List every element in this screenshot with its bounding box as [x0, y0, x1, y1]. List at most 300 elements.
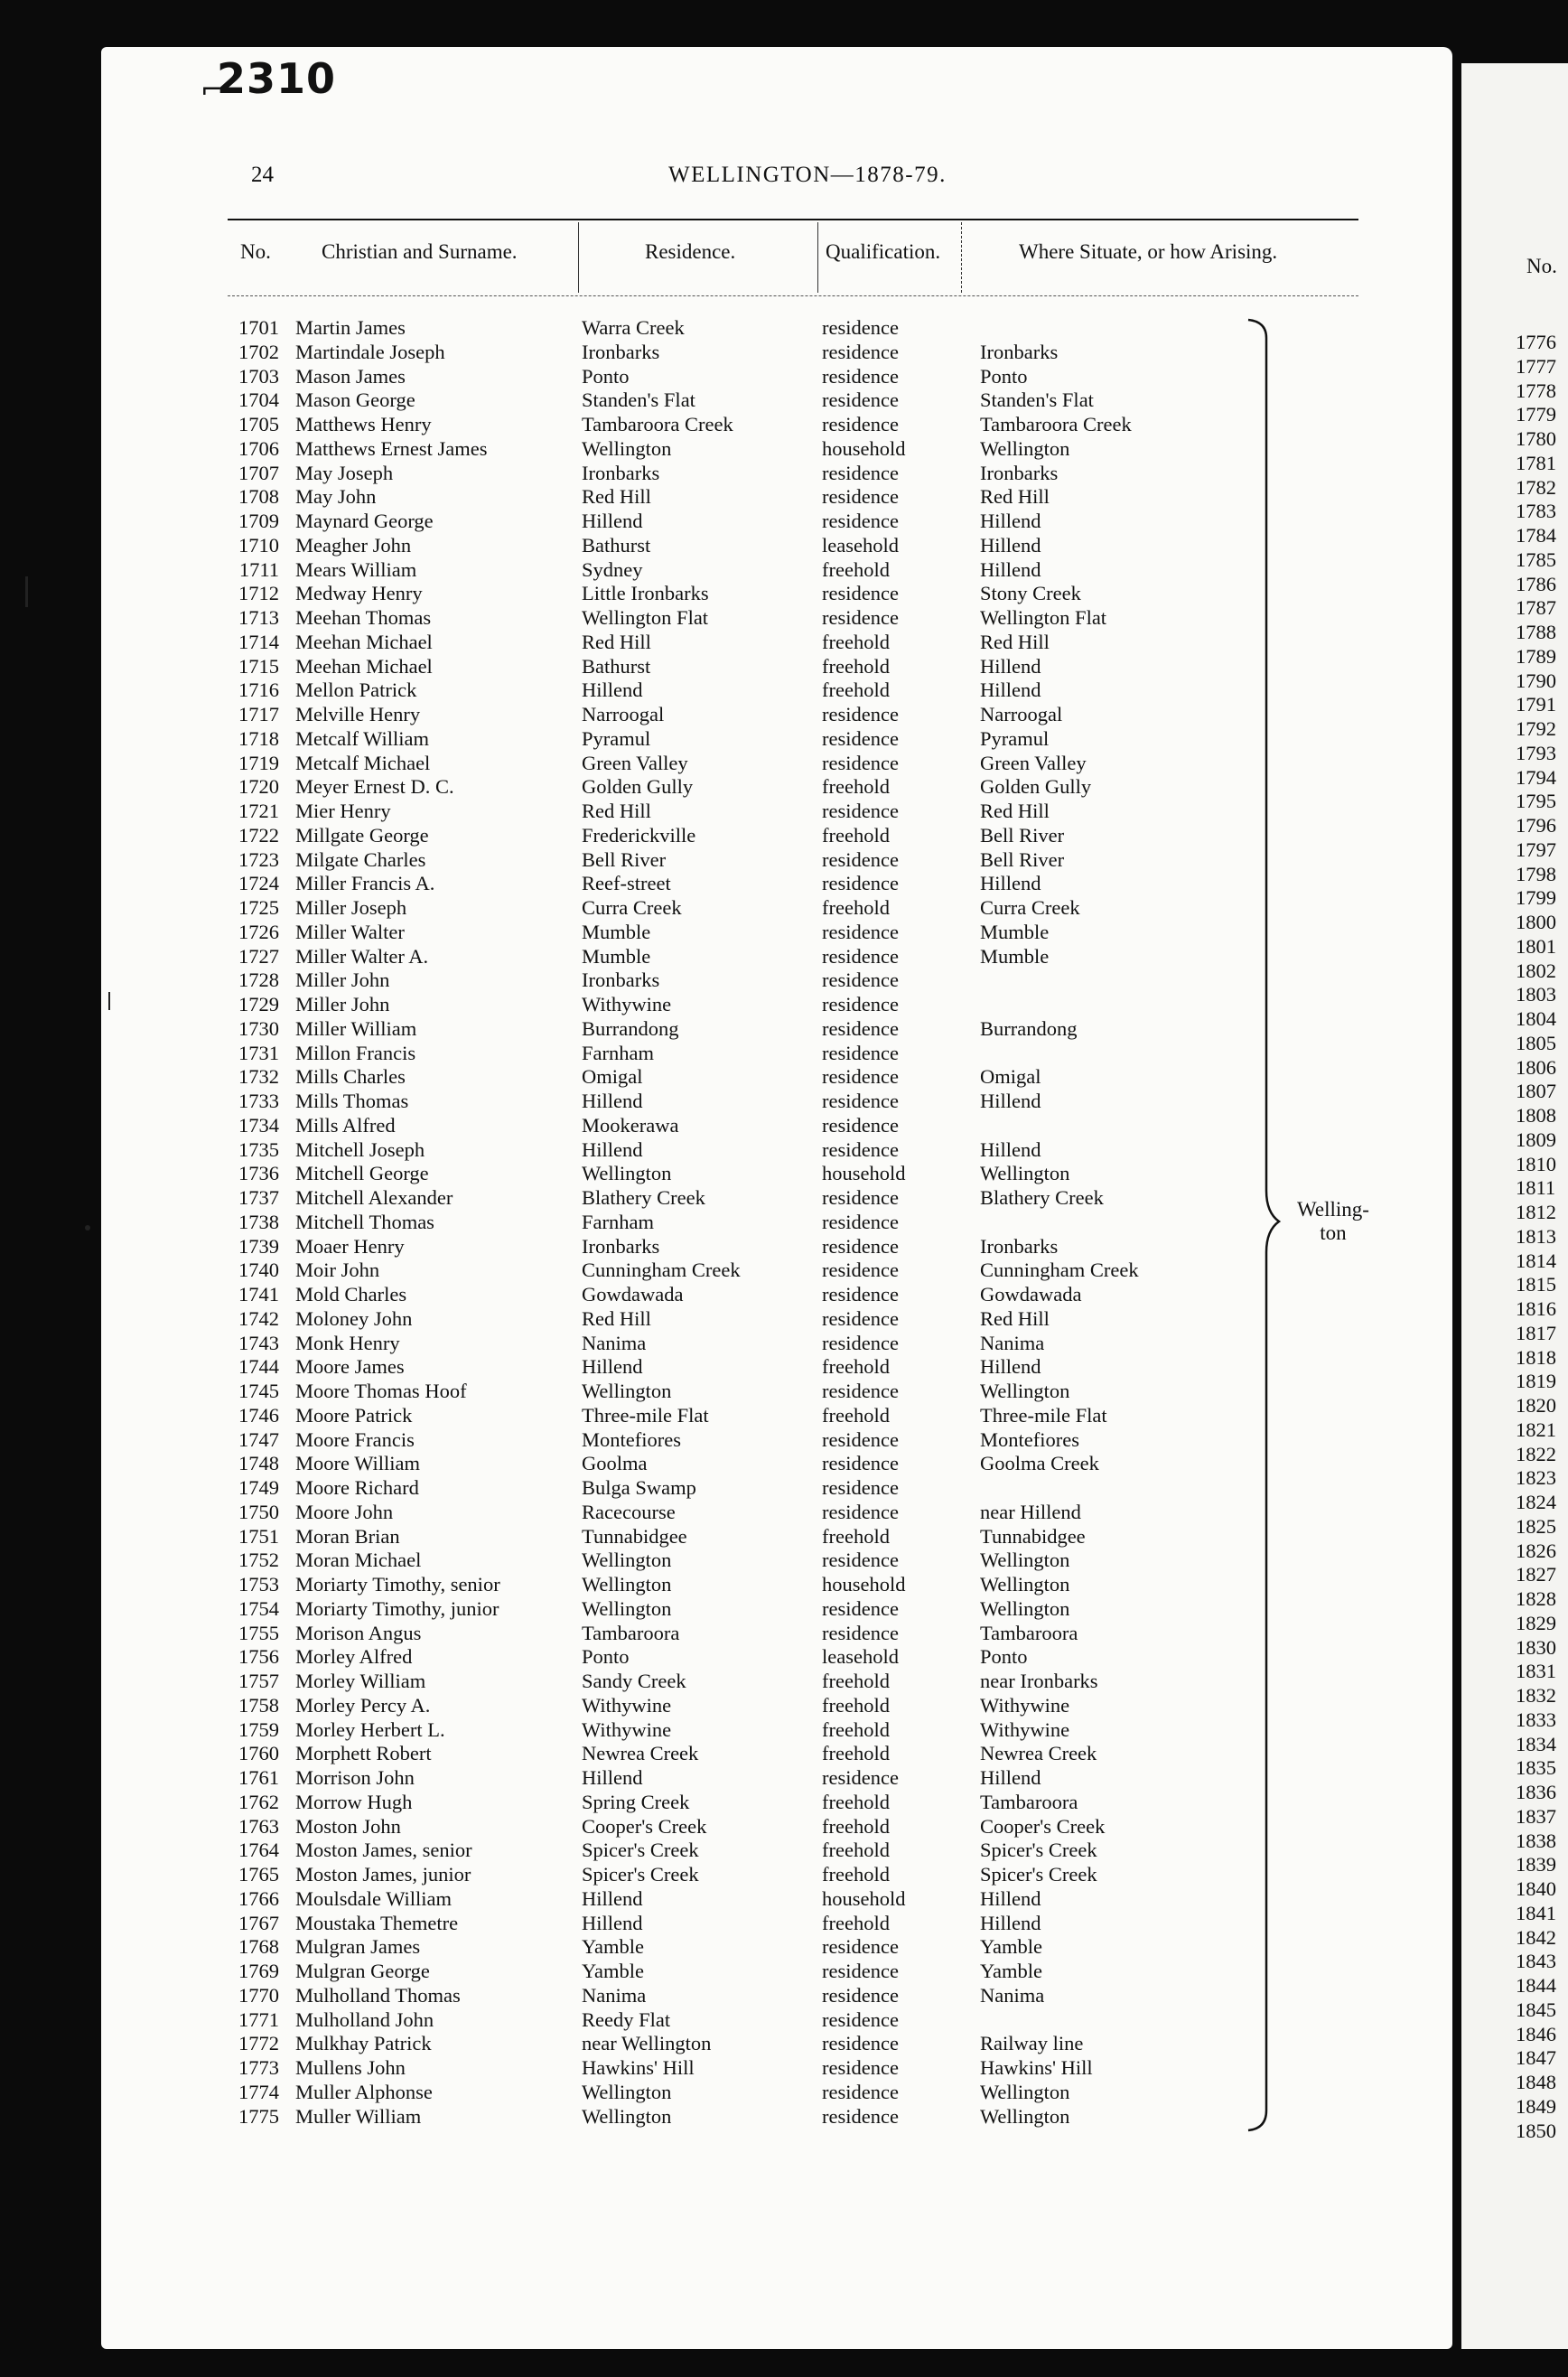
column-divider — [578, 222, 579, 293]
table-row — [0, 1960, 1337, 1984]
entry-residence: Spicer's Creek — [582, 1863, 699, 1886]
entry-where-situate: Hawkins' Hill — [980, 2056, 1093, 2079]
entry-qualification: residence — [822, 726, 899, 750]
entry-qualification: freehold — [822, 1911, 890, 1934]
district-brace — [1246, 318, 1283, 2132]
table-row — [0, 1549, 1337, 1573]
entry-name: Mills Charles — [295, 1065, 406, 1089]
entry-name: Miller John — [295, 969, 390, 992]
entry-residence: Hillend — [582, 1137, 643, 1161]
entry-residence: Ponto — [582, 1645, 630, 1669]
entry-qualification: leasehold — [822, 533, 899, 557]
entry-residence: Tambaroora — [582, 1621, 680, 1644]
entry-where-situate: Withywine — [980, 1693, 1070, 1717]
entry-number: 1765 — [238, 1863, 279, 1886]
next-page-entry-number: 1844 — [1516, 1974, 1556, 1997]
table-row — [0, 1476, 1337, 1501]
next-page-entry-number: 1816 — [1516, 1297, 1556, 1320]
next-page-entry-number: 1834 — [1516, 1732, 1556, 1755]
entry-name: Morley Alfred — [295, 1645, 413, 1669]
entry-qualification: residence — [822, 847, 899, 871]
entry-number: 1740 — [238, 1259, 279, 1282]
entry-name: Meehan Michael — [295, 630, 433, 653]
entry-residence: Mumble — [582, 944, 651, 968]
entry-where-situate: Cunningham Creek — [980, 1259, 1139, 1282]
entry-qualification: freehold — [822, 630, 890, 653]
entry-name: Moran Brian — [295, 1524, 400, 1548]
next-page-entry-number: 1785 — [1516, 547, 1556, 571]
entry-residence: Cooper's Creek — [582, 1814, 707, 1838]
entry-residence: Nanima — [582, 1983, 647, 2007]
entry-where-situate: Red Hill — [980, 485, 1050, 509]
table-row — [0, 1573, 1337, 1597]
entry-number: 1774 — [238, 2080, 279, 2103]
entry-number: 1751 — [238, 1524, 279, 1548]
entry-qualification: freehold — [822, 557, 890, 581]
entry-name: Martin James — [295, 316, 406, 339]
electoral-roll-table — [0, 316, 1337, 2129]
entry-number: 1736 — [238, 1162, 279, 1185]
entry-qualification: household — [822, 1886, 906, 1910]
next-page-entry-number: 1833 — [1516, 1708, 1556, 1731]
entry-where-situate: Spicer's Creek — [980, 1863, 1097, 1886]
entry-residence: Golden Gully — [582, 775, 694, 799]
table-row — [0, 1742, 1337, 1766]
entry-residence: Spicer's Creek — [582, 1839, 699, 1862]
entry-name: Mitchell Alexander — [295, 1186, 453, 1209]
entry-qualification: residence — [822, 944, 899, 968]
entry-where-situate: Three-mile Flat — [980, 1403, 1107, 1427]
entry-residence: Ironbarks — [582, 969, 660, 992]
next-page-entry-number: 1790 — [1516, 669, 1556, 692]
table-row — [0, 848, 1337, 873]
table-row — [0, 1138, 1337, 1163]
next-page-entry-number: 1825 — [1516, 1514, 1556, 1538]
entry-where-situate: Hillend — [980, 678, 1041, 702]
header-name: Christian and Surname. — [322, 240, 518, 263]
table-row — [0, 775, 1337, 800]
entry-where-situate: Ponto — [980, 1645, 1028, 1669]
entry-qualification: residence — [822, 1137, 899, 1161]
entry-where-situate: Spicer's Creek — [980, 1839, 1097, 1862]
entry-residence: Little Ironbarks — [582, 582, 709, 605]
entry-number: 1717 — [238, 703, 279, 725]
header-rule-bottom — [228, 295, 1358, 296]
next-page-entry-number: 1781 — [1516, 451, 1556, 474]
entry-number: 1767 — [238, 1911, 279, 1934]
table-row — [0, 1065, 1337, 1090]
table-row — [0, 1597, 1337, 1622]
entry-number: 1763 — [238, 1814, 279, 1838]
entry-residence: Wellington — [582, 1549, 672, 1572]
entry-number: 1746 — [238, 1403, 279, 1427]
entry-name: Mulgran George — [295, 1960, 430, 1982]
table-row — [0, 1766, 1337, 1791]
entry-where-situate: Wellington — [980, 1573, 1070, 1596]
entry-qualification: residence — [822, 1452, 899, 1475]
header-residence: Residence. — [645, 240, 736, 263]
entry-where-situate: Mumble — [980, 920, 1050, 943]
next-page-entry-number: 1804 — [1516, 1007, 1556, 1030]
entry-qualification: leasehold — [822, 1645, 899, 1669]
entry-name: Mills Thomas — [295, 1090, 409, 1112]
table-row — [0, 558, 1337, 583]
entry-name: Miller William — [295, 1016, 417, 1040]
entry-residence: Gowdawada — [582, 1283, 684, 1305]
table-row — [0, 365, 1337, 389]
entry-number: 1745 — [238, 1380, 279, 1402]
next-page-entry-number: 1777 — [1516, 354, 1556, 378]
entry-where-situate: Hillend — [980, 533, 1041, 557]
entry-residence: Blathery Creek — [582, 1186, 705, 1209]
entry-where-situate: Wellington — [980, 2080, 1070, 2103]
entry-qualification: residence — [822, 2032, 899, 2055]
entry-where-situate: Nanima — [980, 1331, 1045, 1354]
table-row — [0, 824, 1337, 848]
entry-qualification: residence — [822, 1283, 899, 1305]
entry-number: 1726 — [238, 920, 279, 943]
table-row — [0, 2056, 1337, 2081]
next-page-entry-number: 1820 — [1516, 1394, 1556, 1417]
entry-number: 1722 — [238, 823, 279, 847]
entry-qualification: residence — [822, 582, 899, 605]
entry-number: 1731 — [238, 1041, 279, 1064]
entry-where-situate: Red Hill — [980, 1306, 1050, 1330]
next-page-entry-number: 1779 — [1516, 403, 1556, 426]
next-page-entry-number: 1821 — [1516, 1418, 1556, 1441]
running-title: WELLINGTON—1878-79. — [668, 163, 947, 187]
entry-number: 1703 — [238, 364, 279, 388]
table-row — [0, 1670, 1337, 1694]
entry-qualification: residence — [822, 751, 899, 774]
next-page-entry-number: 1836 — [1516, 1781, 1556, 1803]
table-row — [0, 1017, 1337, 1042]
entry-name: May Joseph — [295, 461, 394, 484]
entry-where-situate: Hillend — [980, 1137, 1041, 1161]
entry-residence: Goolma — [582, 1452, 648, 1475]
next-page-entry-number: 1812 — [1516, 1201, 1556, 1223]
entry-residence: Hillend — [582, 1766, 643, 1789]
entry-residence: near Wellington — [582, 2032, 712, 2055]
entry-residence: Red Hill — [582, 485, 651, 509]
entry-name: May John — [295, 485, 377, 509]
entry-name: Mulgran James — [295, 1935, 421, 1959]
entry-where-situate: Bell River — [980, 847, 1065, 871]
entry-number: 1738 — [238, 1210, 279, 1233]
entry-name: Mullens John — [295, 2056, 406, 2079]
table-row — [0, 1984, 1337, 2008]
table-row — [0, 678, 1337, 703]
entry-number: 1701 — [238, 316, 279, 339]
entry-number: 1702 — [238, 340, 279, 363]
entry-number: 1735 — [238, 1137, 279, 1161]
next-page-entry-number: 1799 — [1516, 886, 1556, 910]
entry-name: Mears William — [295, 557, 417, 581]
entry-name: Melville Henry — [295, 703, 421, 725]
entry-qualification: residence — [822, 2080, 899, 2103]
entry-number: 1770 — [238, 1983, 279, 2007]
entry-where-situate: Ironbarks — [980, 1234, 1059, 1258]
entry-qualification: residence — [822, 1259, 899, 1282]
entry-number: 1711 — [238, 557, 279, 581]
next-page-entry-number: 1784 — [1516, 524, 1556, 547]
entry-name: Moore John — [295, 1500, 394, 1523]
entry-where-situate: near Hillend — [980, 1500, 1081, 1523]
entry-where-situate: Cooper's Creek — [980, 1814, 1106, 1838]
entry-number: 1706 — [238, 436, 279, 460]
entry-name: Mills Alfred — [295, 1113, 396, 1137]
entry-residence: Reedy Flat — [582, 2007, 671, 2031]
entry-name: Moloney John — [295, 1306, 413, 1330]
entry-number: 1718 — [238, 726, 279, 750]
entry-where-situate: Hillend — [980, 654, 1041, 678]
entry-qualification: residence — [822, 1234, 899, 1258]
entry-name: Morley William — [295, 1670, 426, 1692]
entry-residence: Burrandong — [582, 1016, 679, 1040]
entry-qualification: residence — [822, 1113, 899, 1137]
entry-residence: Hillend — [582, 1911, 643, 1934]
column-divider — [961, 222, 962, 293]
table-row — [0, 1380, 1337, 1404]
entry-number: 1733 — [238, 1090, 279, 1112]
next-page-entry-number: 1848 — [1516, 2071, 1556, 2093]
entry-where-situate: Red Hill — [980, 800, 1050, 822]
entry-name: Morley Percy A. — [295, 1693, 431, 1717]
entry-where-situate: Tunnabidgee — [980, 1524, 1086, 1548]
entry-number: 1754 — [238, 1596, 279, 1620]
entry-qualification: freehold — [822, 1717, 890, 1741]
entry-number: 1769 — [238, 1960, 279, 1982]
entry-name: Mulholland Thomas — [295, 1983, 461, 2007]
entry-residence: Narroogal — [582, 703, 665, 725]
entry-where-situate: Ironbarks — [980, 461, 1059, 484]
entry-where-situate: Wellington Flat — [980, 606, 1107, 629]
next-page-entry-number: 1835 — [1516, 1756, 1556, 1780]
next-page-entry-number: 1786 — [1516, 572, 1556, 595]
entry-where-situate: Hillend — [980, 1911, 1041, 1934]
entry-residence: Red Hill — [582, 630, 651, 653]
entry-number: 1714 — [238, 630, 279, 653]
entry-qualification: residence — [822, 606, 899, 629]
table-row — [0, 1211, 1337, 1235]
entry-number: 1756 — [238, 1645, 279, 1669]
entry-name: Moston John — [295, 1814, 401, 1838]
entry-residence: Frederickville — [582, 823, 696, 847]
entry-name: Matthews Henry — [295, 413, 432, 435]
entry-residence: Wellington — [582, 1162, 672, 1185]
table-row — [0, 1114, 1337, 1138]
next-page-entry-number: 1789 — [1516, 644, 1556, 668]
entry-qualification: residence — [822, 1016, 899, 1040]
entry-where-situate: Ponto — [980, 364, 1028, 388]
table-row — [0, 1355, 1337, 1380]
next-page-entry-number: 1849 — [1516, 2094, 1556, 2118]
table-row — [0, 1404, 1337, 1428]
table-row — [0, 1718, 1337, 1743]
entry-name: Moriarty Timothy, junior — [295, 1596, 499, 1620]
entry-qualification: residence — [822, 1210, 899, 1233]
entry-number: 1708 — [238, 485, 279, 509]
entry-where-situate: Yamble — [980, 1935, 1042, 1959]
entry-residence: Farnham — [582, 1210, 654, 1233]
district-label-line: Welling- — [1297, 1198, 1369, 1221]
entry-name: Moore William — [295, 1452, 421, 1475]
entry-number: 1721 — [238, 800, 279, 822]
entry-number: 1725 — [238, 896, 279, 919]
entry-name: Matthews Ernest James — [295, 436, 488, 460]
stamp-tick: ⌐ — [201, 74, 225, 106]
table-row — [0, 1235, 1337, 1259]
next-page-entry-number: 1803 — [1516, 983, 1556, 1006]
entry-where-situate: Golden Gully — [980, 775, 1092, 799]
next-page-entry-number: 1846 — [1516, 2022, 1556, 2045]
entry-qualification: residence — [822, 1186, 899, 1209]
entry-residence: Newrea Creek — [582, 1742, 699, 1765]
entry-residence: Ironbarks — [582, 340, 660, 363]
entry-name: Moston James, senior — [295, 1839, 472, 1862]
table-row — [0, 1428, 1337, 1453]
next-page-entry-number: 1840 — [1516, 1877, 1556, 1900]
next-page-entry-number: 1818 — [1516, 1345, 1556, 1369]
entry-name: Martindale Joseph — [295, 340, 445, 363]
table-row — [0, 1525, 1337, 1549]
entry-qualification: residence — [822, 316, 899, 339]
next-page-entry-number: 1795 — [1516, 790, 1556, 813]
next-page-entry-number: 1815 — [1516, 1273, 1556, 1296]
next-page-entry-number: 1822 — [1516, 1442, 1556, 1465]
entry-name: Moustaka Themetre — [295, 1911, 459, 1934]
entry-where-situate: Bell River — [980, 823, 1065, 847]
next-page-entry-number: 1802 — [1516, 959, 1556, 982]
entry-qualification: residence — [822, 1766, 899, 1789]
table-row — [0, 1452, 1337, 1476]
entry-number: 1716 — [238, 678, 279, 702]
entry-residence: Warra Creek — [582, 316, 685, 339]
entry-qualification: residence — [822, 485, 899, 509]
entry-qualification: residence — [822, 969, 899, 992]
table-row — [0, 1259, 1337, 1283]
table-row — [0, 1501, 1337, 1525]
table-row — [0, 727, 1337, 752]
header-where: Where Situate, or how Arising. — [1019, 240, 1278, 263]
entry-name: Mason James — [295, 364, 406, 388]
entry-residence: Ironbarks — [582, 461, 660, 484]
table-row — [0, 510, 1337, 534]
entry-number: 1705 — [238, 413, 279, 435]
next-page-entry-number: 1780 — [1516, 427, 1556, 450]
entry-where-situate: Curra Creek — [980, 896, 1080, 919]
entry-residence: Curra Creek — [582, 896, 682, 919]
entry-qualification: freehold — [822, 1814, 890, 1838]
entry-residence: Ponto — [582, 364, 630, 388]
table-row — [0, 2032, 1337, 2056]
next-page-entry-number: 1814 — [1516, 1249, 1556, 1272]
next-page-entry-number: 1792 — [1516, 717, 1556, 740]
entry-residence: Hillend — [582, 1355, 643, 1379]
next-page-entry-number: 1788 — [1516, 621, 1556, 643]
entry-qualification: household — [822, 1573, 906, 1596]
entry-where-situate: Red Hill — [980, 630, 1050, 653]
table-row — [0, 1863, 1337, 1887]
next-page-entry-number: 1819 — [1516, 1370, 1556, 1393]
entry-number: 1755 — [238, 1621, 279, 1644]
table-row — [0, 752, 1337, 776]
entry-number: 1768 — [238, 1935, 279, 1959]
next-page-entry-number: 1811 — [1516, 1176, 1556, 1200]
table-row — [0, 655, 1337, 679]
entry-number: 1710 — [238, 533, 279, 557]
entry-where-situate: near Ironbarks — [980, 1670, 1098, 1692]
next-page-entry-number: 1801 — [1516, 934, 1556, 958]
entry-where-situate: Blathery Creek — [980, 1186, 1104, 1209]
next-page-entry-number: 1842 — [1516, 1925, 1556, 1949]
entry-residence: Hawkins' Hill — [582, 2056, 695, 2079]
entry-number: 1724 — [238, 872, 279, 895]
entry-number: 1759 — [238, 1717, 279, 1741]
table-row — [0, 969, 1337, 993]
stamp-number: 2310 — [217, 54, 337, 103]
entry-qualification: residence — [822, 1306, 899, 1330]
entry-residence: Yamble — [582, 1960, 644, 1982]
entry-number: 1704 — [238, 388, 279, 412]
entry-residence: Spring Creek — [582, 1790, 690, 1813]
entry-residence: Green Valley — [582, 751, 688, 774]
column-divider — [817, 222, 818, 293]
entry-residence: Standen's Flat — [582, 388, 695, 412]
entry-number: 1766 — [238, 1886, 279, 1910]
next-page-entry-number: 1845 — [1516, 1998, 1556, 2021]
entry-residence: Wellington — [582, 1573, 672, 1596]
entry-where-situate: Hillend — [980, 872, 1041, 895]
entry-number: 1750 — [238, 1500, 279, 1523]
entry-name: Metcalf Michael — [295, 751, 431, 774]
entry-name: Miller Francis A. — [295, 872, 435, 895]
table-row — [0, 413, 1337, 437]
next-page-entry-number: 1839 — [1516, 1853, 1556, 1876]
entry-qualification: residence — [822, 1960, 899, 1982]
table-row — [0, 1162, 1337, 1186]
entry-name: Moriarty Timothy, senior — [295, 1573, 500, 1596]
entry-number: 1709 — [238, 510, 279, 532]
entry-name: Moulsdale William — [295, 1886, 453, 1910]
entry-number: 1762 — [238, 1790, 279, 1813]
entry-number: 1773 — [238, 2056, 279, 2079]
entry-qualification: residence — [822, 413, 899, 435]
entry-name: Mason George — [295, 388, 415, 412]
entry-residence: Red Hill — [582, 800, 651, 822]
entry-qualification: residence — [822, 2056, 899, 2079]
entry-name: Medway Henry — [295, 582, 423, 605]
next-page-entry-number: 1850 — [1516, 2119, 1556, 2142]
entry-qualification: residence — [822, 364, 899, 388]
entry-residence: Bell River — [582, 847, 667, 871]
entry-number: 1737 — [238, 1186, 279, 1209]
next-page-entry-number: 1787 — [1516, 596, 1556, 620]
entry-name: Moston James, junior — [295, 1863, 471, 1886]
entry-name: Mitchell Joseph — [295, 1137, 425, 1161]
entry-qualification: residence — [822, 1331, 899, 1354]
entry-residence: Tambaroora Creek — [582, 413, 733, 435]
table-row — [0, 485, 1337, 510]
entry-number: 1747 — [238, 1427, 279, 1451]
table-row — [0, 1791, 1337, 1815]
entry-name: Miller Walter A. — [295, 944, 429, 968]
entry-qualification: freehold — [822, 1863, 890, 1886]
entry-number: 1712 — [238, 582, 279, 605]
entry-residence: Three-mile Flat — [582, 1403, 709, 1427]
entry-name: Meehan Michael — [295, 654, 433, 678]
next-page-entry-number: 1826 — [1516, 1539, 1556, 1562]
